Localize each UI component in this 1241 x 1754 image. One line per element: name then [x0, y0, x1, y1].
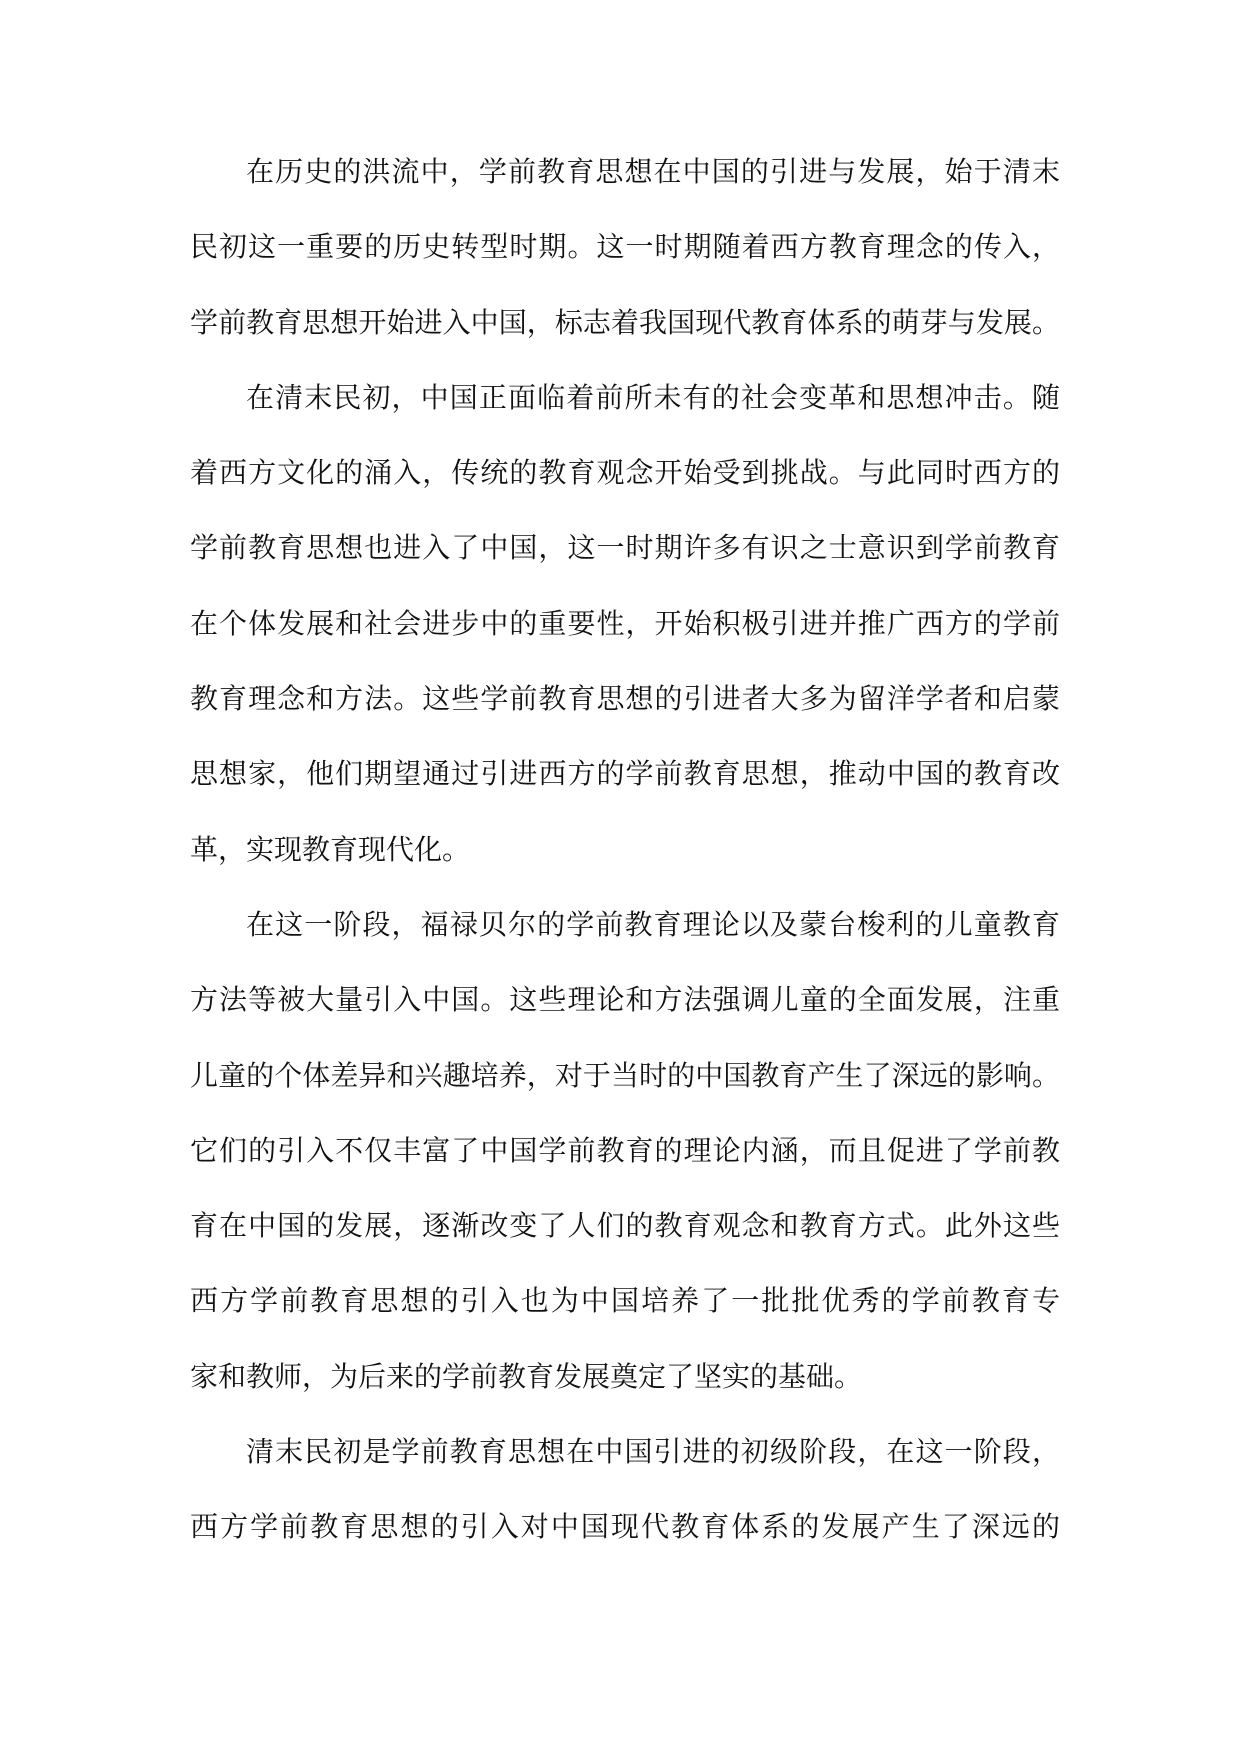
text-line: 在历史的洪流中，学前教育思想在中国的引进与发展，始于清末: [246, 155, 1060, 188]
text-line: 学前教育思想开始进入中国，标志着我国现代教育体系的萌芽与发展。: [190, 305, 1060, 339]
text-line: 清末民初是学前教育思想在中国引进的初级阶段，在这一阶段，: [246, 1435, 1060, 1469]
text-line: 家和教师，为后来的学前教育发展奠定了坚实的基础。: [190, 1359, 863, 1393]
text-line: 在清末民初，中国正面临着前所未有的社会变革和思想冲击。随: [246, 380, 1060, 414]
text-line: 在这一阶段，福禄贝尔的学前教育理论以及蒙台梭利的儿童教育: [246, 907, 1060, 941]
text-line: 着西方文化的涌入，传统的教育观念开始受到挑战。与此同时西方的: [190, 456, 1060, 490]
text-line: 它们的引入不仅丰富了中国学前教育的理论内涵，而且促进了学前教: [190, 1133, 1060, 1167]
text-line: 儿童的个体差异和兴趣培养，对于当时的中国教育产生了深远的影响。: [190, 1058, 1060, 1092]
text-line: 革，实现教育现代化。: [190, 832, 471, 866]
text-line: 教育理念和方法。这些学前教育思想的引进者大多为留洋学者和启蒙: [190, 682, 1060, 716]
body-text: [190, 142, 1060, 1573]
text-line: 育在中国的发展，逐渐改变了人们的教育观念和教育方式。此外这些: [190, 1209, 1060, 1243]
text-line: 西方学前教育思想的引入对中国现代教育体系的发展产生了深远的: [190, 1510, 1060, 1544]
text-line: 方法等被大量引入中国。这些理论和方法强调儿童的全面发展，注重: [190, 983, 1060, 1017]
text-line: 在个体发展和社会进步中的重要性，开始积极引进并推广西方的学前: [190, 606, 1060, 640]
text-line: 学前教育思想也进入了中国，这一时期许多有识之士意识到学前教育: [190, 531, 1060, 565]
text-line: 民初这一重要的历史转型时期。这一时期随着西方教育理念的传入，: [190, 230, 1060, 264]
text-line: 思想家，他们期望通过引进西方的学前教育思想，推动中国的教育改: [190, 757, 1060, 791]
text-line: 西方学前教育思想的引入也为中国培养了一批批优秀的学前教育专: [190, 1284, 1060, 1318]
